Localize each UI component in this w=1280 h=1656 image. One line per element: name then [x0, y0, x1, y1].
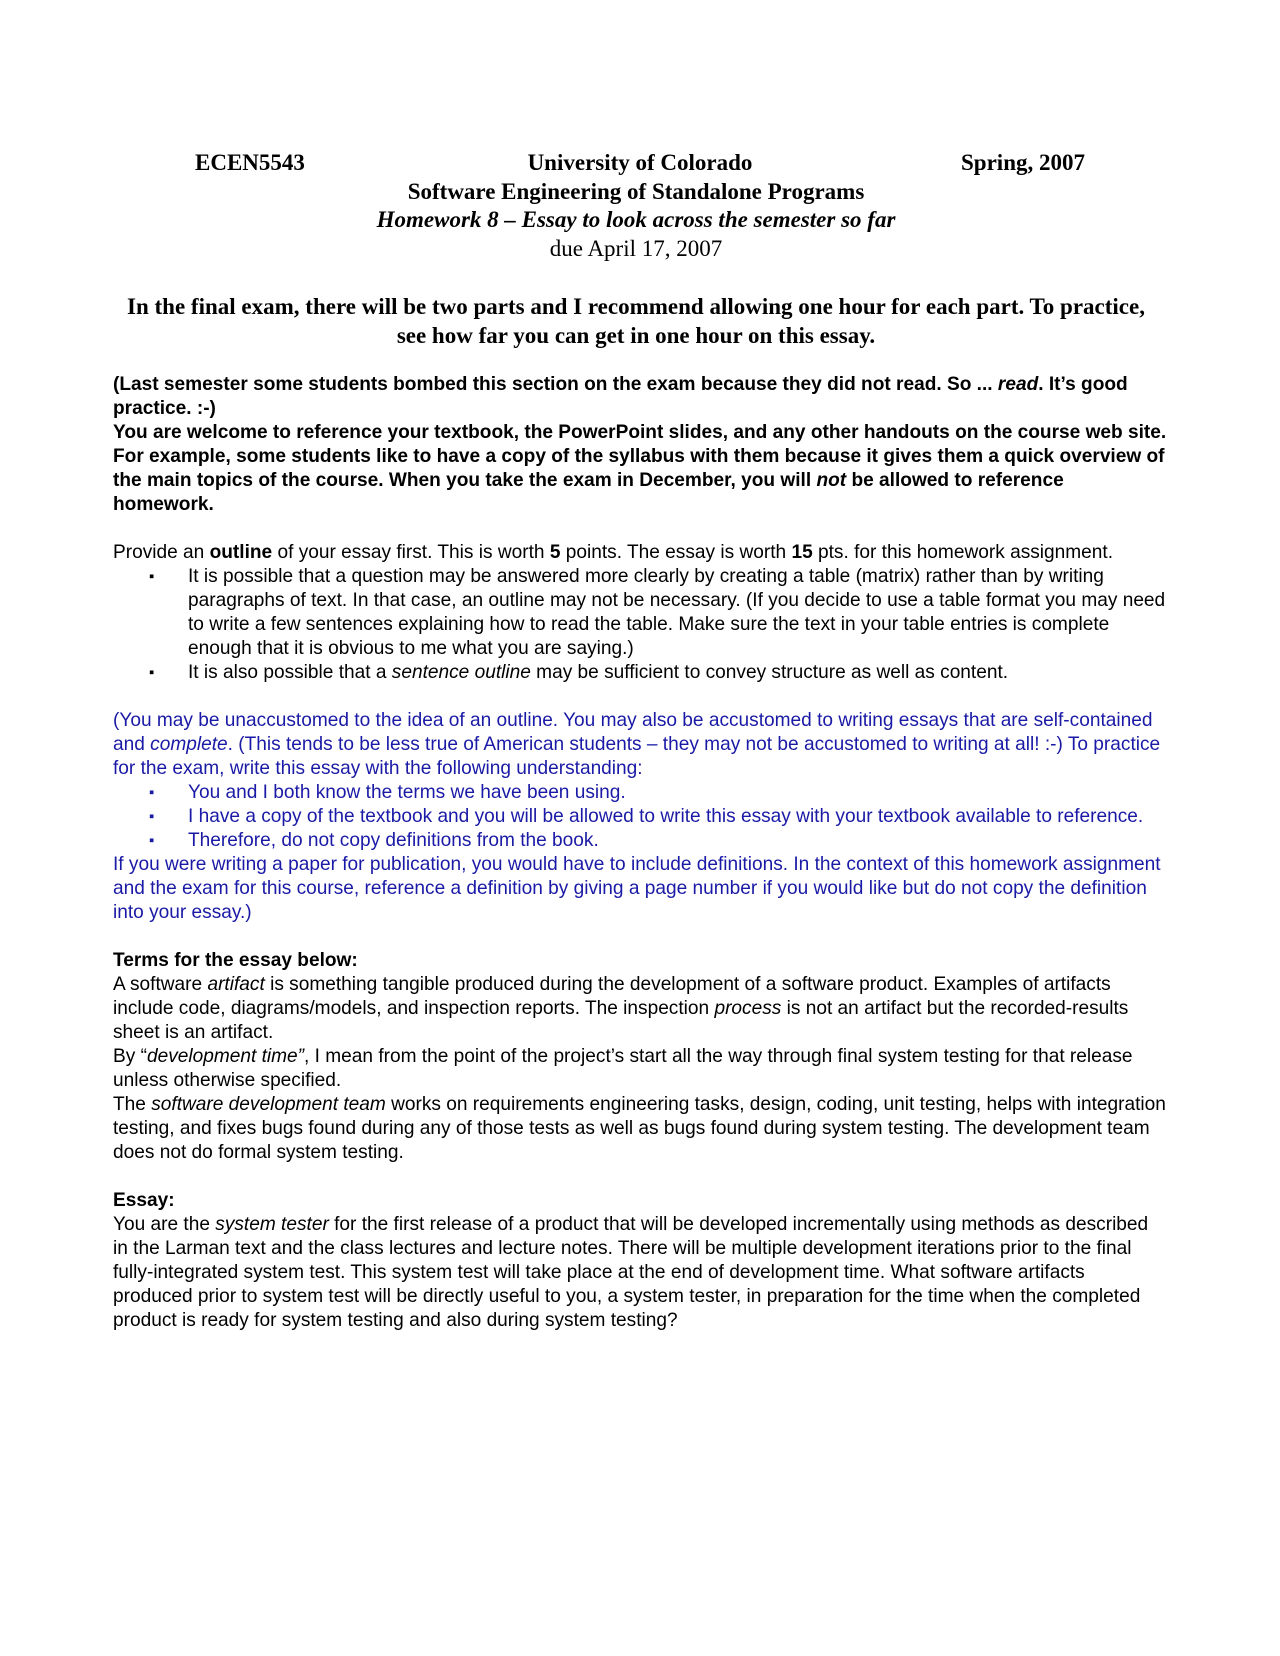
blue-note-closing: If you were writing a paper for publication, you would have to include definitions. In the context of this homework assignment and the exam for this course, reference a definition by giving a page number if you would like but do not copy the definition into your essay.) — [113, 854, 1161, 923]
essay-heading: Essay: — [113, 1190, 175, 1211]
outline-instructions: Provide an outline of your essay first. This is worth 5 points. The essay is worth 15 pts. for this homework assignment. — [113, 542, 1114, 563]
outline-bullets — [113, 565, 1168, 685]
blue-note-intro: (You may be unaccustomed to the idea of an outline. You may also be accustomed to writing essays that are self-contained and complete. (This tends to be less true of American students – they may not be accustomed to writing at all! :-) To practice for the exam, write this essay with the following understanding: — [113, 710, 1161, 779]
university-name: University of Colorado — [527, 150, 753, 175]
list-item: ▪ It is also possible that a sentence outline may be sufficient to convey structure as well as content. — [113, 661, 1168, 685]
artifact-definition: A software artifact is something tangible produced during the development of a software product. Examples of artifacts include code, diagrams/models, and inspection reports. The inspection process is not an artifact but the recorded-results sheet is an artifact. — [113, 974, 1129, 1043]
blue-note — [113, 709, 1168, 925]
term: Spring, 2007 — [961, 150, 1085, 175]
essay-question: You are the system tester for the first release of a product that will be developed incrementally using methods as described in the Larman text and the class lectures and lecture notes. There will be multiple development iterations prior to the final fully-integrated system test. This system test will take place at the end of development time. What software artifacts produced prior to system test will be directly useful to you, a system tester, in preparation for the time when the completed product is ready for system testing and also during system testing? — [113, 1214, 1149, 1331]
list-item: ▪ Therefore, do not copy definitions from the book. — [113, 829, 1168, 853]
document-body — [113, 373, 1168, 1333]
terms-heading: Terms for the essay below: — [113, 950, 358, 971]
development-time-definition: By “development time”, I mean from the point of the project’s start all the way through final system testing for that release unless otherwise specified. — [113, 1046, 1133, 1091]
homework-title: Homework 8 – Essay to look across the semester so far — [376, 207, 896, 232]
development-team-definition: The software development team works on requirements engineering tasks, design, coding, unit testing, helps with integration testing, and fixes bugs found during any of those tests as well as bugs found during system testing. The development team does not do formal system testing. — [113, 1094, 1166, 1163]
course-title: Software Engineering of Standalone Programs — [407, 179, 865, 204]
due-date: due April 17, 2007 — [549, 236, 723, 261]
list-item: ▪ You and I both know the terms we have been using. — [113, 781, 1168, 805]
list-item: ▪ It is possible that a question may be answered more clearly by creating a table (matrix) rather than by writing paragraphs of text. In that case, an outline may not be necessary. (If you decide to use a table format you may need to write a few sentences explaining how to read the table. Make sure the text in your table entries is complete enough that it is obvious to me what you are saying.) — [113, 565, 1168, 661]
list-item: ▪ I have a copy of the textbook and you will be allowed to write this essay with your textbook available to reference. — [113, 805, 1168, 829]
understanding-bullets — [113, 781, 1168, 853]
header-row — [195, 150, 1085, 180]
course-code: ECEN5543 — [195, 150, 305, 175]
intro-statement: In the final exam, there will be two parts and I recommend allowing one hour for each part. To practice, see how far you can get in one hour on this essay. — [127, 294, 1145, 348]
reading-note: (Last semester some students bombed this section on the exam because they did not read. So ... read. It’s good practice. :-) — [113, 374, 1128, 419]
reference-note: You are welcome to reference your textbook, the PowerPoint slides, and any other handouts on the course web site. For example, some students like to have a copy of the syllabus with them because it gives them a quick overview of the main topics of the course. When you take the exam in December, you will not be allowed to reference homework. — [113, 422, 1167, 515]
